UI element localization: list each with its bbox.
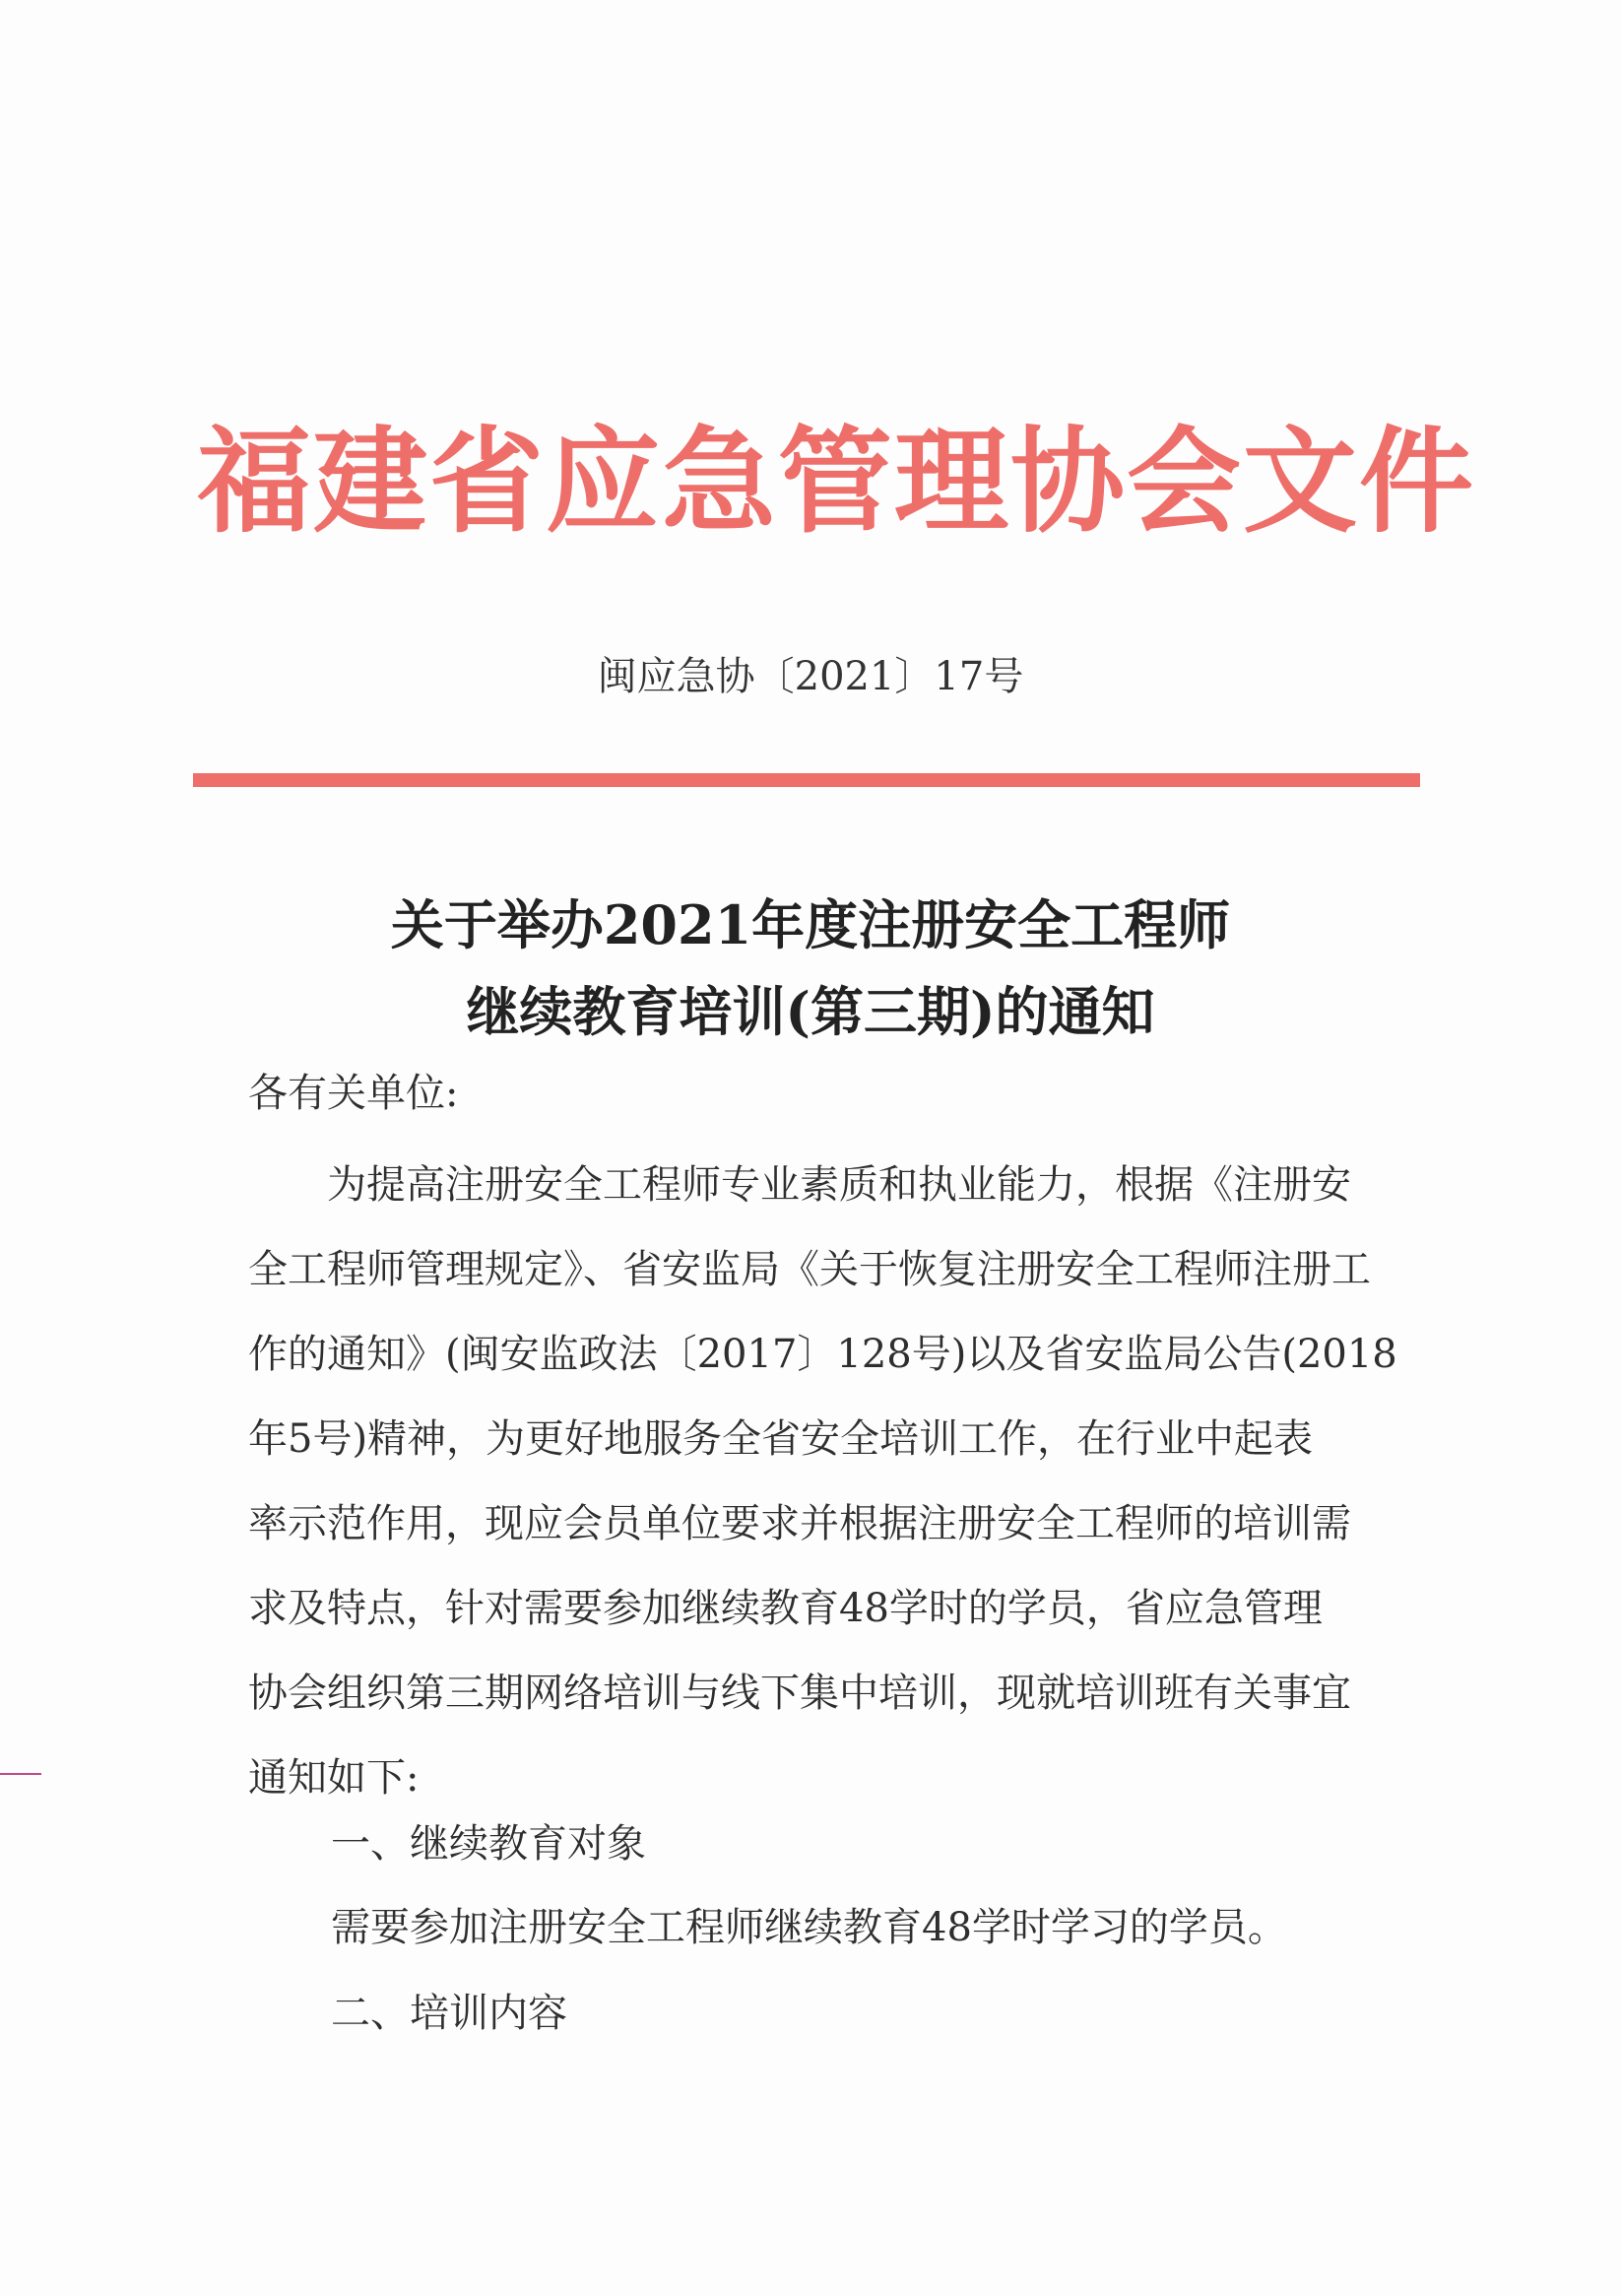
section-2-heading: 二、培训内容 [331,1991,567,2036]
margin-mark [0,1773,41,1775]
red-divider-line [193,773,1420,787]
paragraph-line: 协会组织第三期网络培训与线下集中培训，现就培训班有关事宜 [248,1671,1351,1716]
masthead-title: 福建省应急管理协会文件 [197,415,1475,549]
salutation: 各有关单位: [248,1071,459,1116]
notice-title [0,882,1621,1055]
section-1-heading: 一、继续教育对象 [331,1821,646,1867]
section-1-text: 需要参加注册安全工程师继续教育48学时学习的学员。 [331,1905,1287,1950]
intro-paragraph [248,1143,1397,1820]
paragraph-line: 求及特点，针对需要参加继续教育48学时的学员，省应急管理 [248,1586,1323,1631]
paragraph-line: 通知如下: [248,1755,420,1801]
paragraph-line: 作的通知》(闽安监政法〔2017〕128号)以及省安监局公告(2018 [248,1332,1397,1377]
notice-title-line-2: 继续教育培训(第三期)的通知 [466,980,1155,1043]
paragraph-line: 年5号)精神，为更好地服务全省安全培训工作，在行业中起表 [248,1416,1314,1462]
paragraph-line: 全工程师管理规定》、省安监局《关于恢复注册安全工程师注册工 [248,1247,1371,1292]
document-number: 闽应急协〔2021〕17号 [597,654,1024,699]
notice-title-line-1: 关于举办2021年度注册安全工程师 [390,893,1231,956]
paragraph-line: 率示范作用，现应会员单位要求并根据注册安全工程师的培训需 [248,1501,1351,1546]
paragraph-line: 为提高注册安全工程师专业素质和执业能力，根据《注册安 [248,1162,1351,1208]
